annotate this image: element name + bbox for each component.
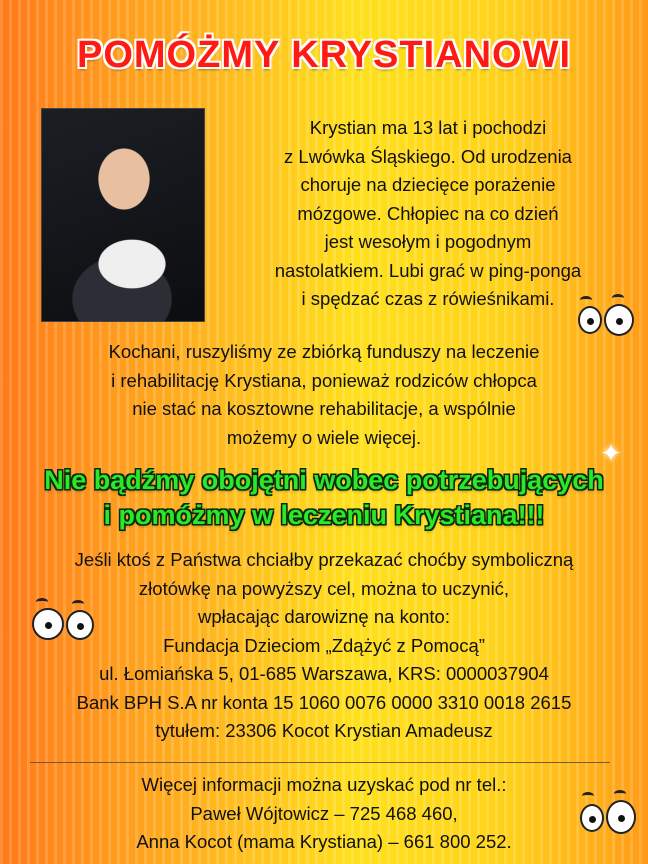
donate-line: Fundacja Dzieciom „Zdążyć z Pomocą”: [163, 634, 485, 656]
cartoon-eyes-icon: [576, 294, 638, 334]
divider: [30, 762, 610, 763]
slogan-line: Nie bądźmy obojętni wobec potrzebujących: [44, 465, 604, 495]
appeal-line: możemy o wiele więcej.: [226, 426, 422, 448]
intro-line: nastolatkiem. Lubi grać w ping-ponga: [274, 259, 582, 281]
slogan: [0, 463, 648, 533]
intro-line: jest wesołym i pogodnym: [324, 231, 532, 252]
intro-line: choruje na dziecięce porażenie: [300, 174, 556, 195]
appeal-line: i rehabilitację Krystiana, ponieważ rodziców chłopca: [111, 369, 537, 391]
intro-line: i spędzać czas z rówieśnikami.: [301, 288, 555, 309]
appeal-text: [0, 338, 648, 452]
intro-text: [228, 114, 628, 314]
donate-line: złotówkę na powyższy cel, można to uczynić,: [138, 577, 510, 599]
contact-info: [0, 771, 648, 857]
contact-line: Więcej informacji można uzyskać pod nr tel.:: [141, 774, 507, 795]
donate-line: Bank BPH S.A nr konta 15 1060 0076 0000 3310 0018 2615: [76, 691, 572, 713]
slogan-line: i pomóżmy w leczeniu Krystiana!!!: [103, 500, 545, 530]
boy-with-rabbit-photo: [41, 108, 205, 322]
cartoon-eyes-icon: [578, 790, 640, 834]
intro-line: z Lwówka Śląskiego. Od urodzenia: [284, 145, 572, 167]
appeal-line: nie stać na kosztowne rehabilitacje, a wspólnie: [132, 398, 516, 419]
contact-line: Anna Kocot (mama Krystiana) – 661 800 252.: [136, 831, 512, 852]
poster-title: POMÓŻMY KRYSTIANOWI: [77, 34, 571, 76]
donate-line: wpłacając darowiznę na konto:: [198, 606, 450, 627]
intro-line: mózgowe. Chłopiec na co dzień: [297, 202, 559, 224]
sparkle-icon: ✦: [600, 438, 622, 468]
cartoon-eyes-icon: [30, 596, 100, 640]
intro-line: Krystian ma 13 lat i pochodzi: [309, 117, 547, 138]
donate-line: Jeśli ktoś z Państwa chciałby przekazać choćby symboliczną: [74, 549, 574, 570]
contact-line: Paweł Wójtowicz – 725 468 460,: [190, 802, 458, 824]
donate-line: tytułem: 23306 Kocot Krystian Amadeusz: [155, 720, 493, 741]
donate-line: ul. Łomiańska 5, 01-685 Warszawa, KRS: 0000037904: [99, 663, 549, 684]
appeal-line: Kochani, ruszyliśmy ze zbiórką funduszy na leczenie: [108, 341, 540, 362]
donation-info: [0, 546, 648, 746]
